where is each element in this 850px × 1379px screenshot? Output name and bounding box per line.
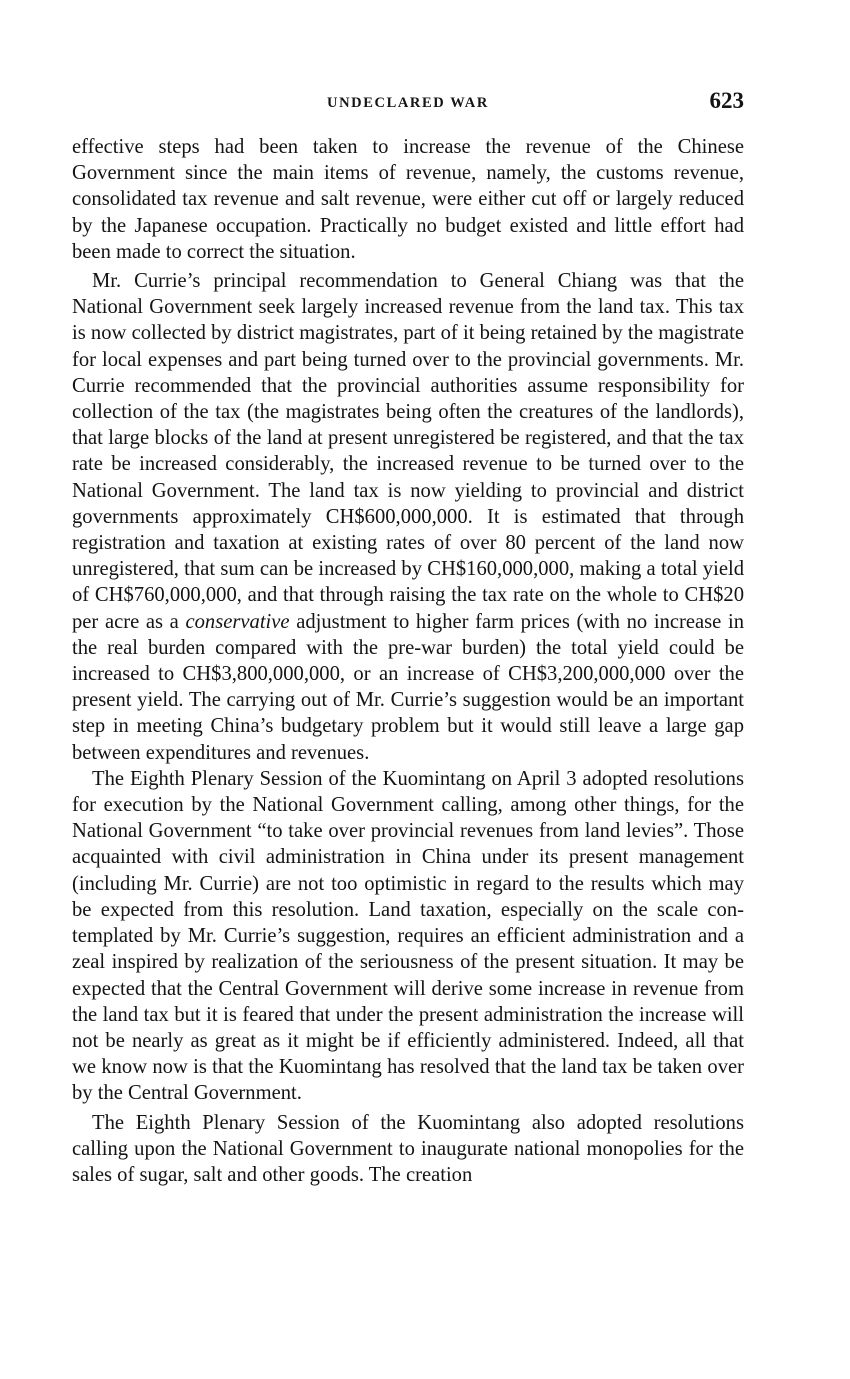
paragraph-2-italic-word: conservative [185, 610, 290, 633]
paragraph-1: effective steps had been taken to increase the revenue of the Chinese Government since the main items of revenue, namely, the customs revenue, consolidated tax revenue and salt revenue, were either cut off or largely reduced by the Japanese occupation. Practically no budget existed and little effort had been made to correct the situation. [72, 136, 744, 263]
paragraph-3: The Eighth Plenary Session of the Kuomintang on April 3 adopted resolutions for execution by the National Government calling, among other things, for the National Government “to take over provincial revenues from land levies”. Those acquainted with civil administration in China under its present management (including Mr. Currie) are not too optimistic in regard to the results which may be expected from this resolution. Land taxation, especially on the scale contemplated by Mr. Currie’s suggestion, requires an efficient administration and a zeal inspired by realization of the seriousness of the present situation. It may be expected that the Central Government will derive some increase in revenue from the land tax but it is feared that under the present administration the increase will not be nearly as great as it might be if efficiently administered. Indeed, all that we know now is that the Kuomintang has resolved that the land tax be taken over by the Central Government. [72, 767, 744, 1105]
body-text [72, 134, 744, 1188]
paragraph-2-part-1: Mr. Currie’s principal recommendation to General Chiang was that the National Government seek largely increased revenue from the land tax. This tax is now collected by district magistrates, part of it being retained by the magistrate for local expenses and part being turned over to the provincial governments. Mr. Currie recommended that the provincial authorities assume responsibility for collection of the tax (the magistrates being often the creatures of the landlords), that large blocks of the land at present unregistered be registered, and that the tax rate be increased considerably, the increased revenue to be turned over to the National Government. The land tax is now yielding to provincial and district governments approximately CH$600,000,000. It is estimated that through registration and taxation at existing rates of over 80 percent of the land now unregistered, that sum can be increased by CH$160,000,000, making a total yield of CH$760,000,000, and that through raising the tax rate on the whole to CH$20 per acre as a [72, 270, 744, 633]
running-head [72, 88, 744, 118]
paragraph-4: The Eighth Plenary Session of the Kuomintang also adopted resolutions calling upon the National Government to inaugurate national monopolies for the sales of sugar, salt and other goods. The creation [72, 1111, 744, 1186]
page-number: 623 [709, 88, 744, 113]
paragraph-2 [72, 268, 744, 766]
running-title: UNDECLARED WAR [327, 95, 489, 111]
paragraph-2-part-2: adjustment to higher farm prices (with no increase in the real burden compared with the pre-war burden) the total yield could be increased to CH$3,800,000,000, or an increase of CH$3,200,000,000 over the present yield. The carrying out of Mr. Currie’s suggestion would be an important step in meeting China’s budgetary problem but it would still leave a large gap between expenditures and revenues. [72, 610, 744, 764]
